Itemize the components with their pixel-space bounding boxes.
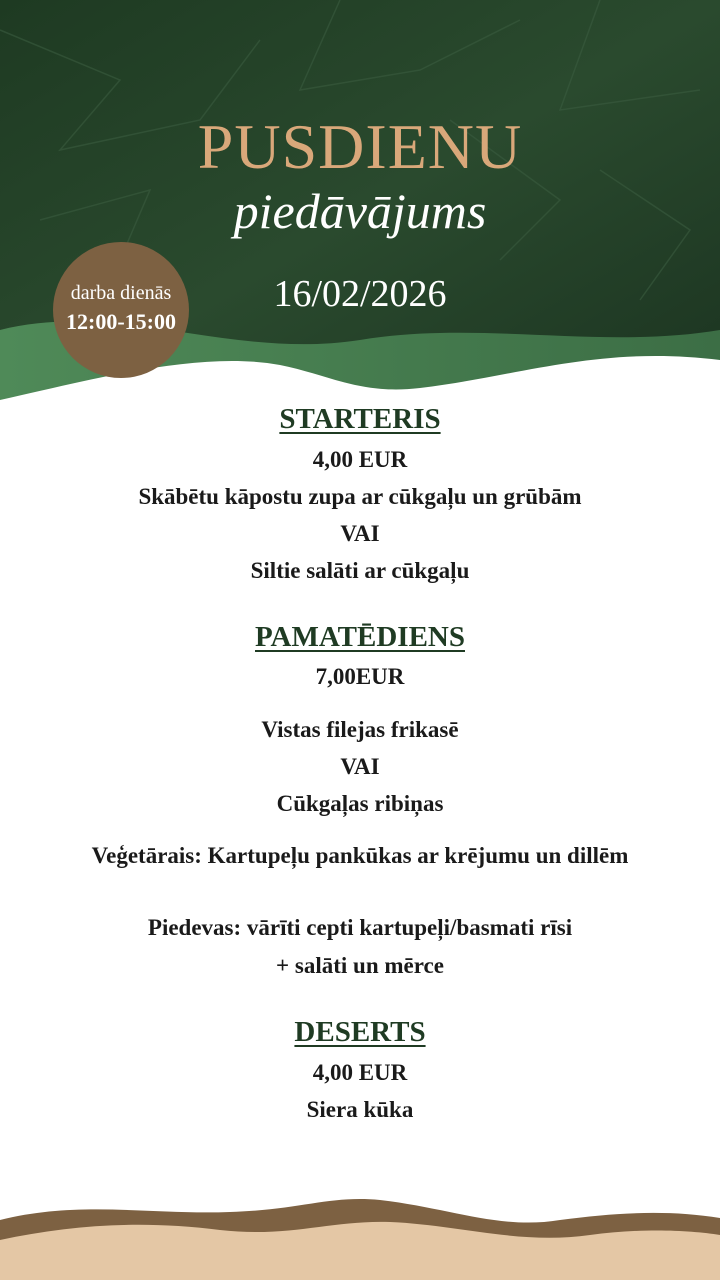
starter-price: 4,00 EUR	[312, 447, 408, 472]
header-banner	[0, 0, 720, 420]
section-dessert-heading: DESERTS	[294, 1016, 426, 1048]
section-main-heading: PAMATĒDIENS	[255, 621, 465, 653]
hours-badge-days: darba dienās	[70, 281, 172, 304]
page-title: PUSDIENU	[197, 111, 523, 182]
dessert-price: 4,00 EUR	[312, 1060, 408, 1085]
page-subtitle: piedāvājums	[233, 183, 487, 239]
starter-item-2: Siltie salāti ar cūkgaļu	[250, 558, 470, 583]
main-vegetarian: Veģetārais: Kartupeļu pankūkas ar krējumu un dillēm	[91, 843, 629, 868]
dessert-item: Siera kūka	[306, 1097, 414, 1122]
starter-or: VAI	[340, 521, 380, 546]
menu-date: 16/02/2026	[273, 273, 447, 315]
main-price: 7,00EUR	[315, 664, 405, 689]
hours-badge	[53, 242, 189, 378]
main-item-2: Cūkgaļas ribiņas	[276, 791, 444, 816]
main-item-1: Vistas filejas frikasē	[261, 717, 459, 742]
kraft-wave-background	[0, 1190, 720, 1280]
main-sides-1: Piedevas: vārīti cepti kartupeļi/basmati rīsi	[147, 915, 573, 940]
footer-kraft-wave	[0, 1190, 720, 1280]
main-or: VAI	[340, 754, 380, 779]
section-starter-heading: STARTERIS	[279, 403, 441, 435]
starter-item-1: Skābētu kāpostu zupa ar cūkgaļu un grūbām	[138, 484, 582, 509]
hours-badge-time: 12:00-15:00	[66, 308, 176, 334]
main-sides-2: + salāti un mērce	[276, 953, 444, 978]
